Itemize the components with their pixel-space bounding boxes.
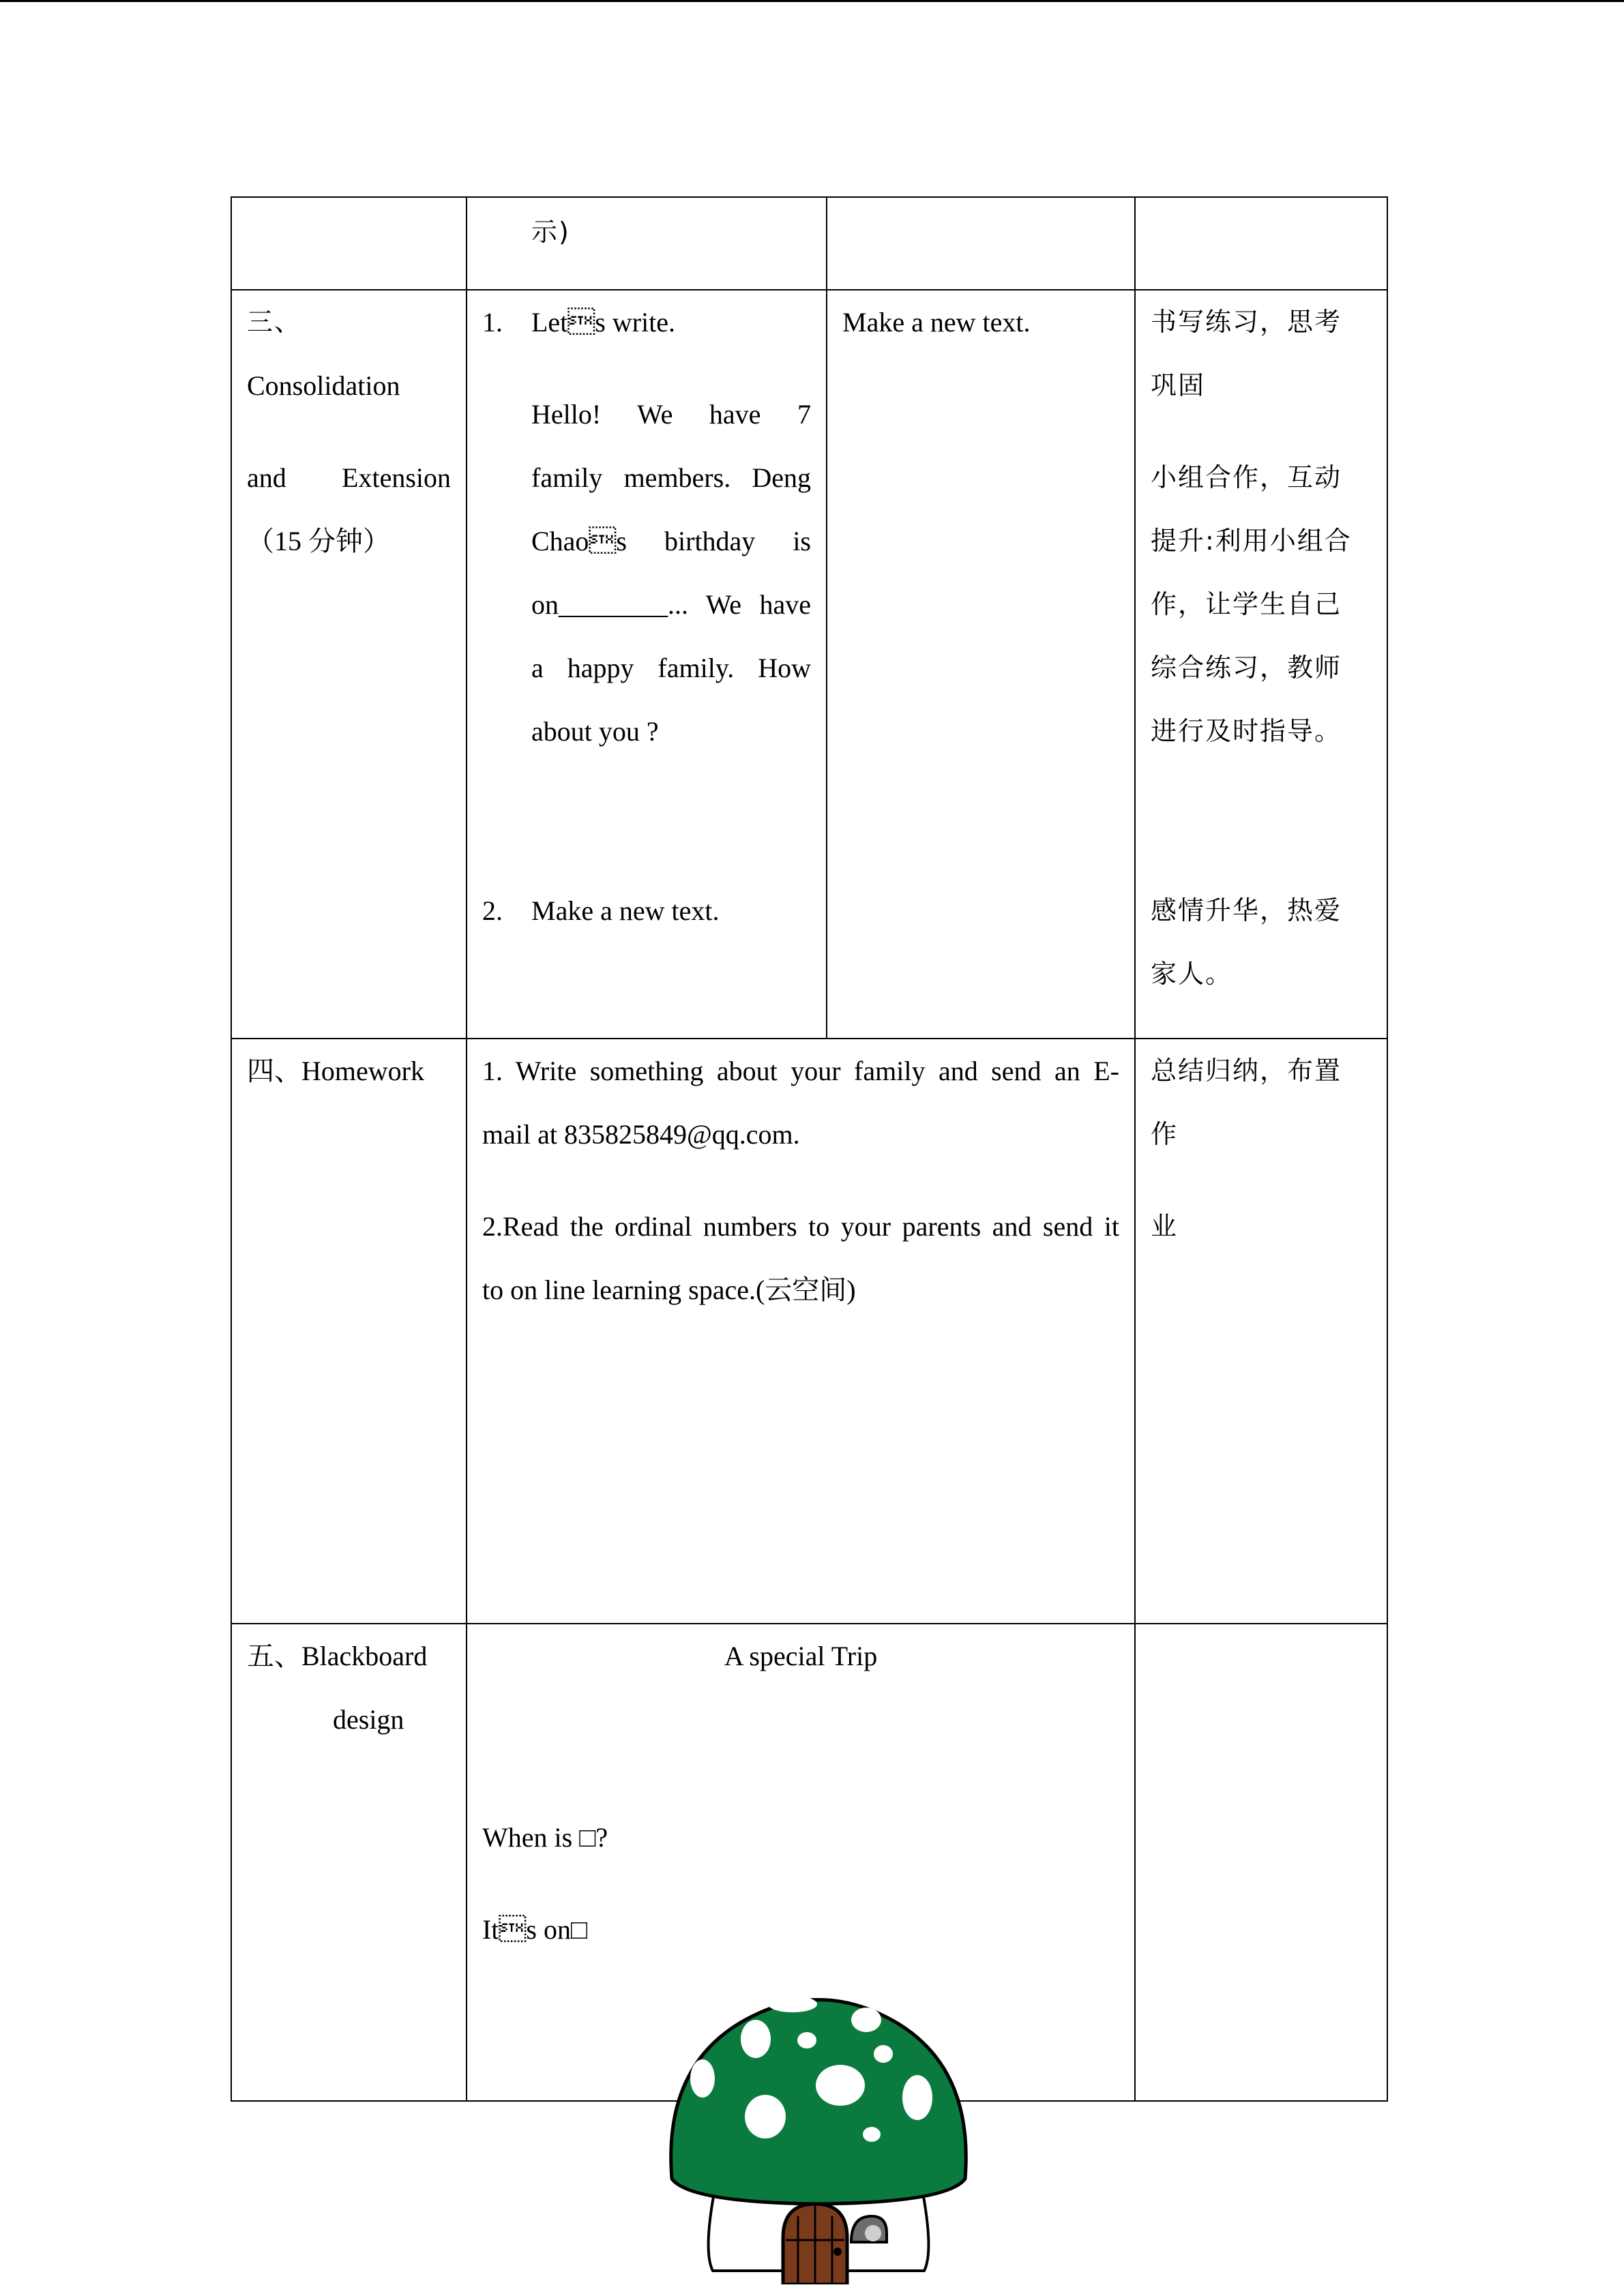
passage-line: Hello! We have 7 (531, 399, 811, 430)
stage-title: 四、Homework (247, 1056, 424, 1086)
stage-title-cont: and Extension (247, 462, 451, 493)
passage-line: Chaos birthday is (531, 526, 811, 556)
blackboard-title: A special Trip (724, 1641, 878, 1671)
purpose-line: 总结归纳，布置 (1151, 1056, 1342, 1086)
purpose-line: 小组合作，互动 (1151, 462, 1342, 492)
list-item (482, 879, 811, 942)
stage-title-cont: design (333, 1704, 404, 1735)
stage-cell (231, 1039, 467, 1624)
purpose-line: 巩固 (1151, 370, 1206, 400)
cap-spot (816, 2065, 865, 2106)
purpose-line: 业 (1151, 1211, 1179, 1241)
stage-cell (231, 1624, 467, 2101)
passage-line: family members. Deng (531, 462, 811, 493)
passage (482, 383, 811, 763)
cap-spot (902, 2075, 932, 2120)
purpose-line: 书写练习，思考 (1151, 307, 1342, 337)
table-row-consolidation (231, 290, 1387, 1039)
cap-spot (741, 2020, 771, 2058)
door-knob (833, 2248, 842, 2256)
stage-cell (231, 290, 467, 1039)
stage-duration: （15 分钟） (247, 526, 390, 556)
cap-spot (690, 2059, 715, 2098)
homework-cell (467, 1039, 1135, 1624)
teacher-activity-cell (467, 290, 827, 1039)
item-title: Lets write. (531, 307, 676, 338)
purpose-line: 作 (1151, 1119, 1179, 1149)
cell-empty (827, 197, 1135, 290)
top-rule (0, 0, 1624, 2)
purpose-line: 作，让学生自己 (1151, 589, 1342, 619)
student-activity-text: Make a new text. (842, 307, 1031, 338)
lesson-plan-table (231, 196, 1388, 2102)
purpose-cell (1135, 1039, 1387, 1624)
purpose-line: 综合练习，教师 (1151, 653, 1342, 683)
cap-spot (745, 2095, 786, 2138)
cell-continued-text (467, 197, 827, 290)
item-title: Make a new text. (531, 895, 720, 926)
mushroom-house-icon (662, 1984, 975, 2284)
table-row-continued (231, 197, 1387, 290)
item-number: 2. (482, 895, 503, 926)
cap-spot (874, 2045, 893, 2063)
cell-empty (1135, 1624, 1387, 2101)
cap-spot (797, 2032, 816, 2048)
cap-spot (768, 1996, 817, 2012)
student-activity-cell (827, 290, 1135, 1039)
table-row-homework (231, 1039, 1387, 1624)
stage-title: 五、Blackboard (247, 1641, 428, 1671)
cell-empty (1135, 197, 1387, 290)
window-pane (865, 2225, 881, 2241)
stage-number: 三、 (247, 307, 302, 337)
purpose-line: 提升:利用小组合 (1151, 526, 1352, 556)
passage-line: on________... We have (531, 589, 811, 620)
passage-line: about you ? (531, 716, 659, 747)
homework-line: 1. Write something about your family and send an E- (482, 1056, 1119, 1086)
cell-empty (231, 197, 467, 290)
cap-spot (863, 2127, 881, 2142)
homework-line: to on line learning space.(云空间) (482, 1274, 856, 1305)
item-number: 1. (482, 307, 503, 338)
passage-line: a happy family. How (531, 653, 811, 683)
homework-line: mail at 835825849@qq.com. (482, 1119, 800, 1150)
homework-line: 2.Read the ordinal numbers to your parents and send it (482, 1211, 1119, 1242)
purpose-line: 进行及时指导。 (1151, 716, 1342, 746)
purpose-cell (1135, 290, 1387, 1039)
purpose-line: 感情升华，热爱 (1151, 895, 1342, 925)
continued-text: 示) (531, 217, 570, 247)
list-item (482, 290, 811, 354)
blackboard-line: When is □? (482, 1822, 608, 1853)
stage-title: Consolidation (247, 370, 400, 401)
cap-spot (851, 2008, 881, 2032)
blackboard-line: Its on□ (482, 1914, 588, 1945)
purpose-line: 家人。 (1151, 959, 1233, 989)
